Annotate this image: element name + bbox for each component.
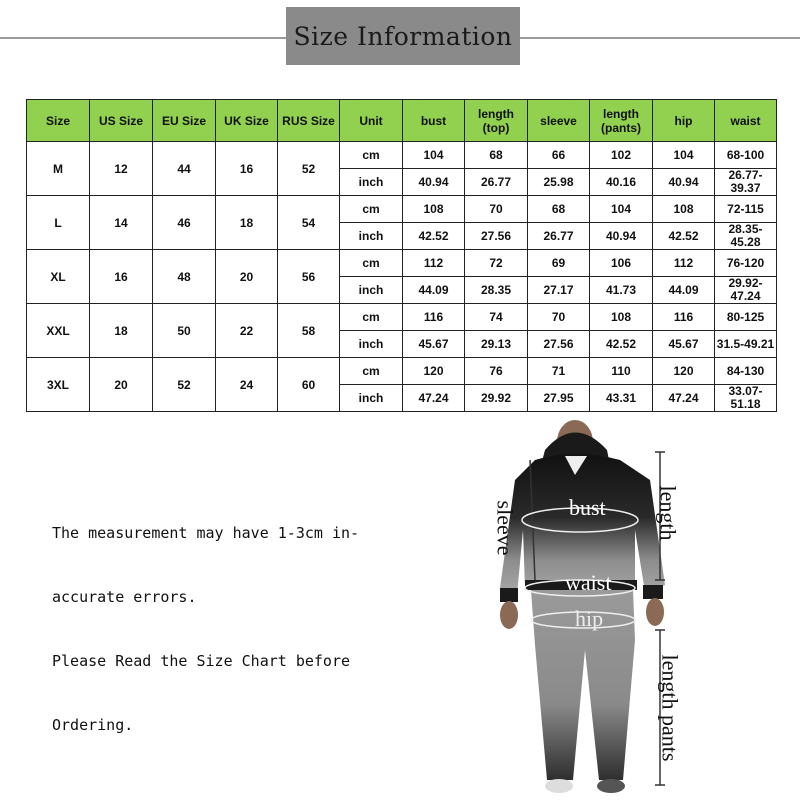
model-measurement-figure: [492, 420, 800, 800]
cell-measurement: 26.77: [465, 169, 528, 196]
label-bust: bust: [569, 495, 606, 520]
cell-eu: 48: [153, 250, 216, 304]
label-length-pants: length pants: [657, 654, 683, 762]
cell-measurement: 112: [403, 250, 465, 277]
cell-measurement: 110: [590, 358, 653, 385]
cell-measurement: 42.52: [590, 331, 653, 358]
page-title: Size Information: [293, 21, 513, 51]
cell-measurement: 68: [465, 142, 528, 169]
note-line: Ordering.: [52, 716, 134, 734]
header-sleeve: sleeve: [528, 100, 590, 142]
cell-measurement: 72-115: [715, 196, 777, 223]
cell-uk: 22: [216, 304, 278, 358]
cell-measurement: 27.56: [465, 223, 528, 250]
cell-unit: inch: [340, 331, 403, 358]
table-row: [27, 250, 777, 277]
cell-measurement: 26.77: [528, 223, 590, 250]
cell-measurement: 40.16: [590, 169, 653, 196]
header-uk-size: UK Size: [216, 100, 278, 142]
cell-measurement: 71: [528, 358, 590, 385]
cell-rus: 58: [278, 304, 340, 358]
cell-measurement: 29.13: [465, 331, 528, 358]
cell-measurement: 47.24: [403, 385, 465, 412]
header-eu-size: EU Size: [153, 100, 216, 142]
cell-measurement: 47.24: [653, 385, 715, 412]
cell-us: 14: [90, 196, 153, 250]
header-hip: hip: [653, 100, 715, 142]
cell-measurement: 120: [403, 358, 465, 385]
size-table: [26, 99, 777, 412]
cell-measurement: 45.67: [653, 331, 715, 358]
cell-measurement: 108: [403, 196, 465, 223]
header-length-pants: length (pants): [590, 100, 653, 142]
cell-measurement: 27.17: [528, 277, 590, 304]
cell-unit: cm: [340, 196, 403, 223]
header-size: Size: [27, 100, 90, 142]
cell-eu: 52: [153, 358, 216, 412]
cell-size: XL: [27, 250, 90, 304]
cell-us: 18: [90, 304, 153, 358]
cell-measurement: 70: [528, 304, 590, 331]
cell-measurement: 40.94: [653, 169, 715, 196]
cell-eu: 44: [153, 142, 216, 196]
cell-measurement: 26.77-39.37: [715, 169, 777, 196]
label-waist: waist: [565, 570, 612, 595]
label-hip: hip: [575, 606, 604, 631]
cell-measurement: 28.35-45.28: [715, 223, 777, 250]
table-header-row: [27, 100, 777, 142]
cell-unit: cm: [340, 142, 403, 169]
cell-measurement: 84-130: [715, 358, 777, 385]
cell-rus: 56: [278, 250, 340, 304]
cell-measurement: 41.73: [590, 277, 653, 304]
cell-unit: cm: [340, 250, 403, 277]
cell-unit: cm: [340, 304, 403, 331]
cell-uk: 24: [216, 358, 278, 412]
cell-measurement: 40.94: [590, 223, 653, 250]
title-rule-left: [0, 37, 286, 39]
cell-eu: 46: [153, 196, 216, 250]
cell-size: 3XL: [27, 358, 90, 412]
cell-eu: 50: [153, 304, 216, 358]
cell-measurement: 72: [465, 250, 528, 277]
cell-unit: cm: [340, 358, 403, 385]
label-sleeve: sleeve: [492, 500, 518, 556]
header-rus-size: RUS Size: [278, 100, 340, 142]
cell-measurement: 76: [465, 358, 528, 385]
cell-measurement: 120: [653, 358, 715, 385]
cell-rus: 54: [278, 196, 340, 250]
cell-size: XXL: [27, 304, 90, 358]
cell-uk: 20: [216, 250, 278, 304]
title-rule-right: [520, 37, 800, 39]
cell-measurement: 29.92-47.24: [715, 277, 777, 304]
cell-measurement: 44.09: [653, 277, 715, 304]
cell-us: 12: [90, 142, 153, 196]
cell-measurement: 42.52: [653, 223, 715, 250]
cell-rus: 60: [278, 358, 340, 412]
label-length: length: [655, 485, 681, 541]
cell-measurement: 70: [465, 196, 528, 223]
table-row: [27, 142, 777, 169]
measurement-note: [52, 485, 392, 773]
cell-measurement: 76-120: [715, 250, 777, 277]
cell-size: L: [27, 196, 90, 250]
cell-measurement: 25.98: [528, 169, 590, 196]
cell-us: 16: [90, 250, 153, 304]
header-length-top: length (top): [465, 100, 528, 142]
cell-measurement: 104: [590, 196, 653, 223]
size-table-body: [27, 142, 777, 412]
cell-measurement: 29.92: [465, 385, 528, 412]
cell-measurement: 106: [590, 250, 653, 277]
cell-measurement: 45.67: [403, 331, 465, 358]
cell-measurement: 108: [653, 196, 715, 223]
cell-measurement: 104: [653, 142, 715, 169]
table-row: [27, 196, 777, 223]
cell-measurement: 31.5-49.21: [715, 331, 777, 358]
cell-measurement: 102: [590, 142, 653, 169]
cell-uk: 18: [216, 196, 278, 250]
cell-unit: inch: [340, 223, 403, 250]
cell-measurement: 66: [528, 142, 590, 169]
cell-measurement: 80-125: [715, 304, 777, 331]
cell-measurement: 116: [403, 304, 465, 331]
cell-measurement: 42.52: [403, 223, 465, 250]
title-banner: [286, 7, 520, 65]
cell-measurement: 112: [653, 250, 715, 277]
cell-size: M: [27, 142, 90, 196]
table-row: [27, 358, 777, 385]
cell-unit: inch: [340, 169, 403, 196]
cell-measurement: 68-100: [715, 142, 777, 169]
cell-uk: 16: [216, 142, 278, 196]
header-us-size: US Size: [90, 100, 153, 142]
note-line: accurate errors.: [52, 588, 197, 606]
header-waist: waist: [715, 100, 777, 142]
cell-measurement: 27.95: [528, 385, 590, 412]
cell-rus: 52: [278, 142, 340, 196]
cell-measurement: 116: [653, 304, 715, 331]
header-unit: Unit: [340, 100, 403, 142]
cell-measurement: 69: [528, 250, 590, 277]
cell-measurement: 33.07-51.18: [715, 385, 777, 412]
cell-unit: inch: [340, 385, 403, 412]
cell-measurement: 68: [528, 196, 590, 223]
table-row: [27, 304, 777, 331]
note-line: The measurement may have 1-3cm in-: [52, 524, 360, 542]
cell-measurement: 28.35: [465, 277, 528, 304]
cell-measurement: 43.31: [590, 385, 653, 412]
cell-measurement: 44.09: [403, 277, 465, 304]
cell-measurement: 104: [403, 142, 465, 169]
cell-measurement: 40.94: [403, 169, 465, 196]
header-bust: bust: [403, 100, 465, 142]
cell-us: 20: [90, 358, 153, 412]
note-line: Please Read the Size Chart before: [52, 652, 351, 670]
cell-measurement: 27.56: [528, 331, 590, 358]
cell-unit: inch: [340, 277, 403, 304]
tracksuit-model-image: [495, 420, 800, 800]
cell-measurement: 108: [590, 304, 653, 331]
cell-measurement: 74: [465, 304, 528, 331]
